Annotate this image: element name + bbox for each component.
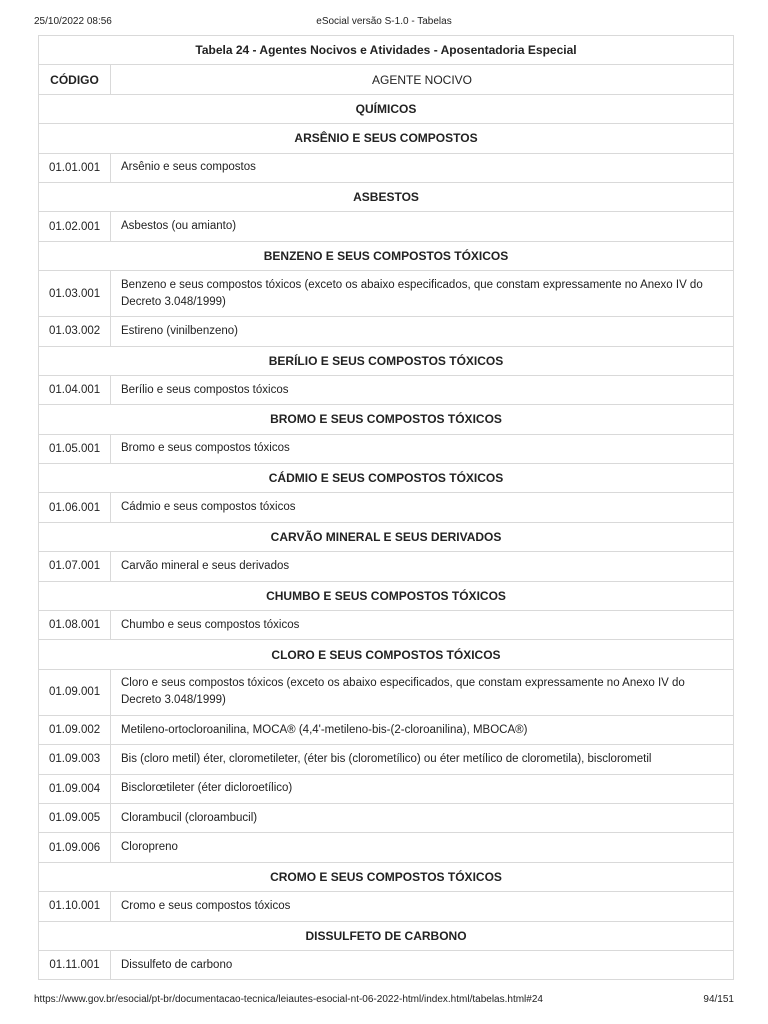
table-row [39,892,734,921]
section-row [39,862,734,891]
agent-code: 01.06.001 [39,493,111,522]
print-doc-title: eSocial versão S-1.0 - Tabelas [316,16,452,27]
section-heading: BENZENO E SEUS COMPOSTOS TÓXICOS [39,241,734,270]
section-row [39,182,734,211]
print-datetime: 25/10/2022 08:56 [34,16,112,27]
agent-code: 01.05.001 [39,434,111,463]
section-row [39,581,734,610]
agent-code: 01.08.001 [39,611,111,640]
table-row [39,669,734,715]
table-row [39,493,734,522]
table-row [39,212,734,241]
agent-description: Benzeno e seus compostos tóxicos (exceto os abaixo especificados, que constam expressamente no Anexo IV do Decreto 3.048/1999) [111,271,734,317]
section-row [39,346,734,375]
agents-table-body [39,36,734,980]
agent-description: Bis (cloro metil) éter, clorometileter, (éter bis (clorometílico) ou éter metílico de clorometila), bisclorometil [111,745,734,774]
table-row [39,833,734,862]
agent-code: 01.09.005 [39,803,111,832]
agent-description: Cromo e seus compostos tóxicos [111,892,734,921]
agent-description: Cloro e seus compostos tóxicos (exceto os abaixo especificados, que constam expressamente no Anexo IV do Decreto 3.048/1999) [111,669,734,715]
table-title: Tabela 24 - Agentes Nocivos e Atividades - Aposentadoria Especial [39,36,734,65]
table-row [39,271,734,317]
section-heading: CROMO E SEUS COMPOSTOS TÓXICOS [39,862,734,891]
section-heading: BERÍLIO E SEUS COMPOSTOS TÓXICOS [39,346,734,375]
section-row [39,522,734,551]
agent-code: 01.09.006 [39,833,111,862]
agents-table [38,35,734,980]
agent-code: 01.01.001 [39,153,111,182]
agent-code: 01.09.004 [39,774,111,803]
agent-description: Metileno-ortocloroanilina, MOCA® (4,4'-metileno-bis-(2-cloroanilina), MBOCA®) [111,715,734,744]
table-header-row [39,65,734,94]
agent-code: 01.09.001 [39,669,111,715]
section-row [39,640,734,669]
column-header-code: CÓDIGO [39,65,111,94]
print-footer [34,994,734,1008]
agent-code: 01.09.002 [39,715,111,744]
section-heading: ARSÊNIO E SEUS COMPOSTOS [39,124,734,153]
agent-description: Asbestos (ou amianto) [111,212,734,241]
section-heading: CHUMBO E SEUS COMPOSTOS TÓXICOS [39,581,734,610]
section-row [39,94,734,123]
agent-code: 01.02.001 [39,212,111,241]
table-row [39,715,734,744]
table-row [39,434,734,463]
agent-code: 01.03.001 [39,271,111,317]
agent-description: Chumbo e seus compostos tóxicos [111,611,734,640]
agent-description: Bromo e seus compostos tóxicos [111,434,734,463]
agent-description: Berílio e seus compostos tóxicos [111,375,734,404]
section-heading: CÁDMIO E SEUS COMPOSTOS TÓXICOS [39,464,734,493]
print-header [34,16,734,30]
section-heading: BROMO E SEUS COMPOSTOS TÓXICOS [39,405,734,434]
table-row [39,950,734,979]
agent-description: Arsênio e seus compostos [111,153,734,182]
table-row [39,803,734,832]
table-row [39,317,734,346]
agent-code: 01.03.002 [39,317,111,346]
section-heading: DISSULFETO DE CARBONO [39,921,734,950]
table-row [39,552,734,581]
section-row [39,464,734,493]
table-row [39,745,734,774]
page-number: 94/151 [703,994,734,1005]
agent-code: 01.09.003 [39,745,111,774]
section-heading: CARVÃO MINERAL E SEUS DERIVADOS [39,522,734,551]
agent-code: 01.04.001 [39,375,111,404]
agent-code: 01.10.001 [39,892,111,921]
table-row [39,375,734,404]
agent-description: Cloropreno [111,833,734,862]
agent-description: Bisclorœtileter (éter dicloroetílico) [111,774,734,803]
agent-code: 01.07.001 [39,552,111,581]
agent-description: Clorambucil (cloroambucil) [111,803,734,832]
agent-description: Dissulfeto de carbono [111,950,734,979]
section-row [39,241,734,270]
table-row [39,611,734,640]
section-row [39,405,734,434]
agent-description: Carvão mineral e seus derivados [111,552,734,581]
section-row [39,921,734,950]
section-heading: ASBESTOS [39,182,734,211]
section-heading: CLORO E SEUS COMPOSTOS TÓXICOS [39,640,734,669]
print-url: https://www.gov.br/esocial/pt-br/documentacao-tecnica/leiautes-esocial-nt-06-2022-html/index.html/tabelas.html#24 [34,994,543,1005]
table-row [39,774,734,803]
agent-description: Cádmio e seus compostos tóxicos [111,493,734,522]
table-title-row [39,36,734,65]
agent-description: Estireno (vinilbenzeno) [111,317,734,346]
table-row [39,153,734,182]
column-header-agent: AGENTE NOCIVO [111,65,734,94]
section-row [39,124,734,153]
agent-code: 01.11.001 [39,950,111,979]
section-heading: QUÍMICOS [39,94,734,123]
